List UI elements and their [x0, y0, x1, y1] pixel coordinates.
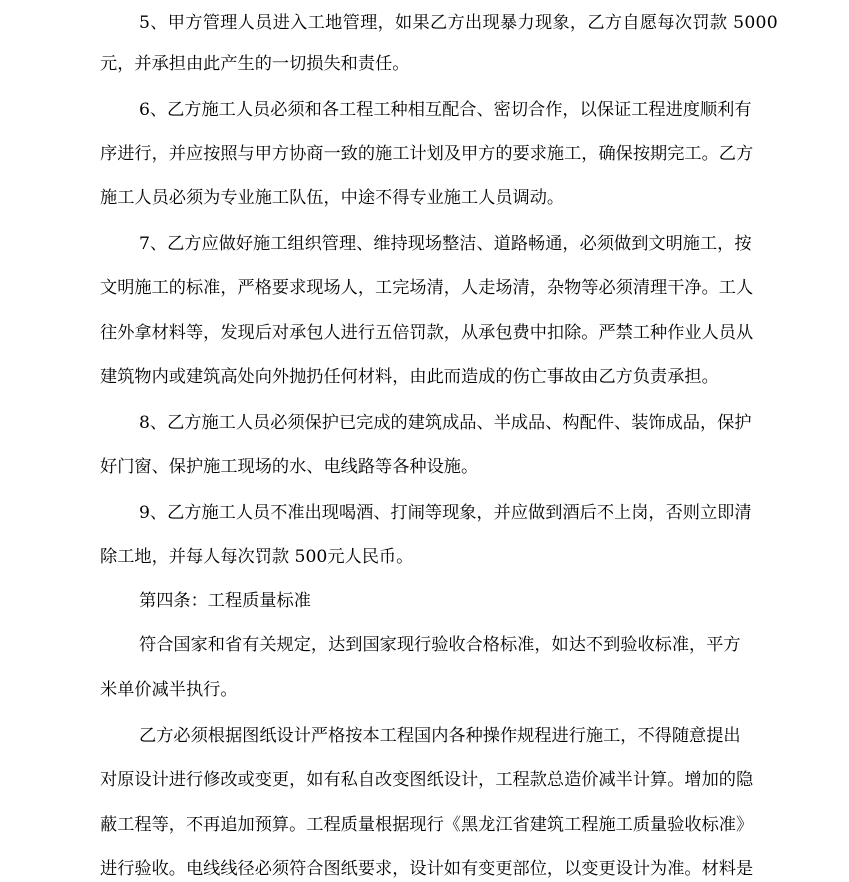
text-line: 施工人员必须为专业施工队伍，中途不得专业施工人员调动。 — [100, 188, 565, 208]
text-line: 好门窗、保护施工现场的水、电线路等各种设施。 — [100, 457, 479, 477]
text-line: 8、乙方施工人员必须保护已完成的建筑成品、半成品、构配件、装饰成品，保护 — [139, 413, 752, 433]
text-line: 往外拿材料等，发现后对承包人进行五倍罚款，从承包费中扣除。严禁工种作业人员从 — [100, 323, 754, 343]
text-line: 6、乙方施工人员必须和各工程工种相互配合、密切合作，以保证工程进度顺利有 — [139, 100, 752, 120]
text-line: 建筑物内或建筑高处向外抛扔任何材料，由此而造成的伤亡事故由乙方负责承担。 — [100, 367, 719, 387]
text-line: 5、甲方管理人员进入工地管理，如果乙方出现暴力现象，乙方自愿每次罚款 5000 — [139, 13, 779, 33]
text-line: 乙方必须根据图纸设计严格按本工程国内各种操作规程进行施工，不得随意提出 — [139, 726, 741, 746]
text-line: 蔽工程等，不再追加预算。工程质量根据现行《黑龙江省建筑工程施工质量验收标准》 — [100, 815, 754, 835]
text-line: 序进行，并应按照与甲方协商一致的施工计划及甲方的要求施工，确保按期完工。乙方 — [100, 144, 754, 164]
section-heading: 第四条：工程质量标准 — [139, 591, 311, 611]
text-line: 9、乙方施工人员不准出现喝酒、打闹等现象，并应做到酒后不上岗，否则立即清 — [139, 503, 752, 523]
text-line: 进行验收。电线线径必须符合图纸要求，设计如有变更部位，以变更设计为准。材料是 — [100, 859, 754, 879]
text-line: 文明施工的标准，严格要求现场人，工完场清，人走场清，杂物等必须清理干净。工人 — [100, 278, 754, 298]
text-line: 7、乙方应做好施工组织管理、维持现场整洁、道路畅通，必须做到文明施工，按 — [139, 234, 752, 254]
text-line: 符合国家和省有关规定，达到国家现行验收合格标准，如达不到验收标准，平方 — [139, 635, 741, 655]
text-line: 除工地，并每人每次罚款 500元人民币。 — [100, 547, 414, 567]
text-line: 元，并承担由此产生的一切损失和责任。 — [100, 54, 410, 74]
text-line: 对原设计进行修改或变更，如有私自改变图纸设计，工程款总造价减半计算。增加的隐 — [100, 770, 754, 790]
text-line: 米单价减半执行。 — [100, 680, 238, 700]
